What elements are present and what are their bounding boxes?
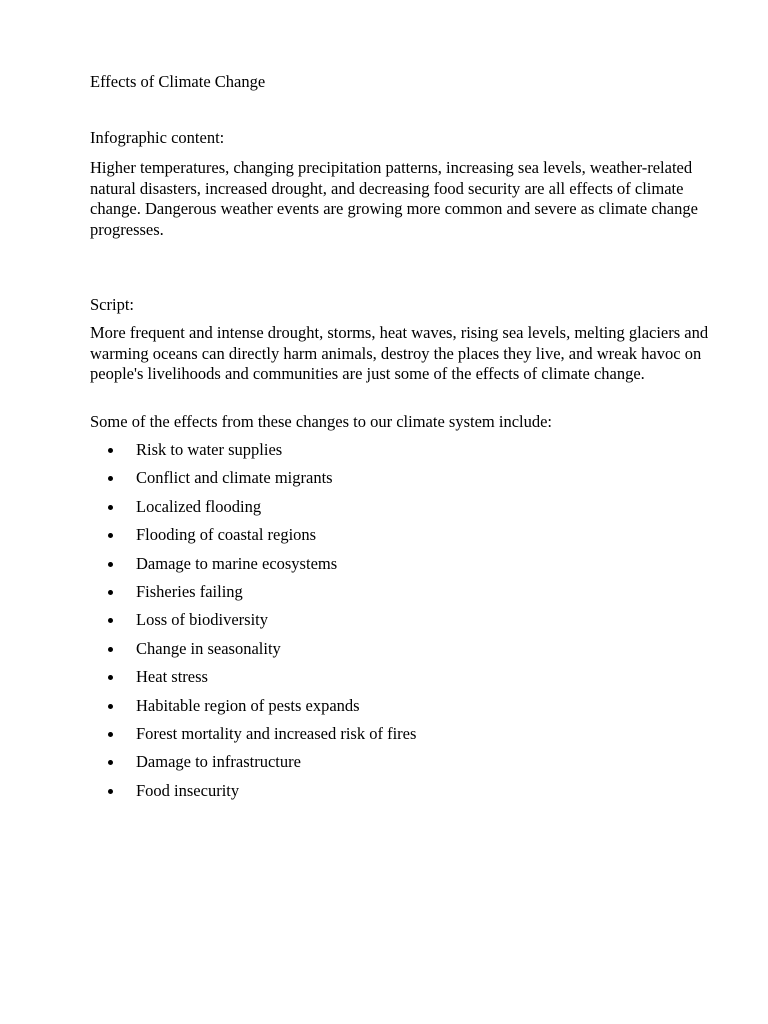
list-item-text: Change in seasonality [136, 638, 281, 658]
bullet-icon [108, 476, 113, 481]
list-item-text: Loss of biodiversity [136, 610, 268, 630]
bullet-icon [108, 448, 113, 453]
list-item-text: Risk to water supplies [136, 440, 283, 459]
list-item-text: Habitable region of pests expands [136, 695, 360, 715]
list-item-text: Food insecurity [136, 780, 240, 800]
list-item-text: Forest mortality and increased risk of fires [136, 723, 417, 743]
bullet-icon [108, 618, 113, 623]
effects-list-intro: Some of the effects from these changes to our climate system include: [90, 412, 553, 431]
bullet-icon [108, 732, 113, 737]
bullet-icon [108, 704, 113, 709]
bullet-icon [108, 789, 113, 794]
script-heading: Script: [90, 295, 134, 314]
list-item-text: Damage to marine ecosystems [136, 553, 338, 573]
script-paragraph: More frequent and intense drought, storms, heat waves, rising sea levels, melting glaciers and warming oceans can directly harm animals, destroy the places they live, and wreak havoc on people's livelihoods and communities are just some of the effects of climate change. [90, 323, 709, 383]
list-item-text: Fisheries failing [136, 581, 243, 601]
document-title: Effects of Climate Change [90, 72, 266, 91]
list-item-text: Heat stress [136, 667, 208, 687]
infographic-paragraph: Higher temperatures, changing precipitation patterns, increasing sea levels, weather-related natural disasters, increased drought, and decreasing food security are all effects of climate change. Dangerous weather events are growing more common and severe as climate change progresses. [90, 158, 698, 239]
list-item-text: Localized flooding [136, 496, 262, 516]
bullet-icon [108, 760, 113, 765]
infographic-heading: Infographic content: [90, 128, 225, 147]
bullet-icon [108, 675, 113, 680]
bullet-icon [108, 647, 113, 652]
list-item-text: Damage to infrastructure [136, 752, 301, 772]
bullet-icon [108, 505, 113, 510]
list-item-text: Conflict and climate migrants [136, 468, 333, 488]
bullet-icon [108, 562, 113, 567]
list-item-text: Flooding of coastal regions [136, 525, 317, 545]
bullet-icon [108, 533, 113, 538]
bullet-icon [108, 590, 113, 595]
